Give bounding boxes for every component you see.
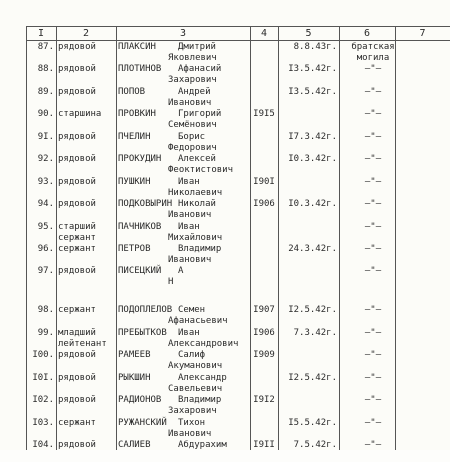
table-row <box>0 328 450 350</box>
burial-place-text: –"– <box>364 154 382 164</box>
given-name-text: Александр <box>178 373 227 383</box>
rank-text-line-2: лейтенант <box>58 339 107 349</box>
rank-text: рядовой <box>58 87 96 97</box>
death-date-text: I3.5.42г. <box>288 87 337 97</box>
burial-place-text: –"– <box>364 222 382 232</box>
given-name-text: Григорий <box>178 109 222 119</box>
surname-text: ПРОКУДИН <box>118 154 162 164</box>
patronymic-text: Иванович <box>168 98 212 108</box>
record-number: 88. <box>37 64 54 74</box>
table-row <box>0 132 450 154</box>
death-date-text: 8.8.43г. <box>293 42 337 52</box>
surname-text: САЛИЕВ <box>118 440 151 450</box>
patronymic-text: Феоктистович <box>168 165 234 175</box>
surname-text: РАМЕЕВ <box>118 350 151 360</box>
surname-text: ПОПОВ <box>118 87 146 97</box>
burial-place-text: –"– <box>364 109 382 119</box>
death-date-text: I5.5.42г. <box>288 418 337 428</box>
patronymic-text: Захарович <box>168 75 217 85</box>
given-name-text: Семен <box>178 305 206 315</box>
burial-place-text: –"– <box>364 199 382 209</box>
table-row <box>0 222 450 244</box>
rank-text: сержант <box>58 305 96 315</box>
rank-text: рядовой <box>58 42 96 52</box>
column-header: 5 <box>305 28 312 39</box>
patronymic-text: Иванович <box>168 429 212 439</box>
column-header: 6 <box>363 28 371 39</box>
header-bottom-border <box>26 40 450 41</box>
surname-text: ПЛОТИНОВ <box>118 64 162 74</box>
surname-text: ПЛАКСИН <box>118 42 156 52</box>
table-row <box>0 42 450 64</box>
patronymic-text: Афанасьевич <box>168 316 228 326</box>
record-number: 92. <box>37 154 54 164</box>
table-row <box>0 440 450 462</box>
rank-text: рядовой <box>58 395 96 405</box>
burial-place-text: –"– <box>364 64 382 74</box>
death-date-text: I2.5.42г. <box>288 373 337 383</box>
record-number: I00. <box>32 350 54 360</box>
given-name-text: Алексей <box>178 154 216 164</box>
surname-text: ПУШКИН <box>118 177 151 187</box>
rank-text: старший <box>58 222 96 232</box>
given-name-text: Салиф <box>178 350 206 360</box>
birth-year-text: I9II <box>253 440 275 450</box>
surname-text: ПРЕБЫТКОВ <box>118 328 167 338</box>
surname-text: ПИСЕЦКИЙ <box>118 266 162 276</box>
rank-text-line-2: сержант <box>58 233 96 243</box>
table-row <box>0 266 450 288</box>
record-number: 99. <box>37 328 54 338</box>
surname-text: ПРОВКИН <box>118 109 156 119</box>
rank-text: рядовой <box>58 266 96 276</box>
table-row <box>0 109 450 131</box>
patronymic-text: Акуманович <box>168 361 223 371</box>
given-name-text: Иван <box>178 328 200 338</box>
column-header: 4 <box>260 28 268 39</box>
record-number: 93. <box>37 177 54 187</box>
rank-text: рядовой <box>58 177 96 187</box>
patronymic-text: Иванович <box>168 255 212 265</box>
surname-text: РУЖАНСКИЙ <box>118 418 167 428</box>
table-row <box>0 305 450 327</box>
record-number: 87. <box>37 42 54 52</box>
given-name-text: Дмитрий <box>178 42 216 52</box>
given-name-text: Андрей <box>178 87 211 97</box>
birth-year-text: I90I <box>253 177 275 187</box>
table-row <box>0 244 450 266</box>
given-name-text: Борис <box>178 132 206 142</box>
record-number: I03. <box>32 418 54 428</box>
burial-place-text: –"– <box>364 266 382 276</box>
patronymic-text: Савельевич <box>168 384 223 394</box>
death-date-text: I0.3.42г. <box>288 154 337 164</box>
rank-text: рядовой <box>58 64 96 74</box>
surname-text: ПОДКОВЫРИН <box>118 199 173 209</box>
rank-text: старшина <box>58 109 102 119</box>
record-number: 97. <box>37 266 54 276</box>
burial-place-text: –"– <box>364 440 382 450</box>
given-name-text: Владимир <box>178 395 222 405</box>
burial-place-text: –"– <box>364 305 382 315</box>
patronymic-text: Яковлевич <box>168 53 217 63</box>
given-name-text: Владимир <box>178 244 222 254</box>
record-number: 95. <box>37 222 54 232</box>
burial-place-text: –"– <box>364 418 382 428</box>
table-row <box>0 177 450 199</box>
record-number: 98. <box>37 305 54 315</box>
patronymic-text: Александрович <box>168 339 239 349</box>
death-date-text: 24.3.42г. <box>288 244 337 254</box>
burial-place-text: –"– <box>364 328 382 338</box>
given-name-text: Николай <box>178 199 216 209</box>
record-number: I02. <box>32 395 54 405</box>
rank-text: младший <box>58 328 96 338</box>
patronymic-text: Иванович <box>168 210 212 220</box>
burial-place-text: –"– <box>364 132 382 142</box>
record-number: 9I. <box>37 132 54 142</box>
record-number: 90. <box>37 109 54 119</box>
burial-place-text: –"– <box>364 350 382 360</box>
given-name-text: А <box>178 266 184 276</box>
rank-text: сержант <box>58 244 96 254</box>
rank-text: рядовой <box>58 199 96 209</box>
burial-place-text-line-2: могила <box>356 53 390 63</box>
patronymic-text: Николаевич <box>168 188 223 198</box>
table-row <box>0 395 450 417</box>
rank-text: сержант <box>58 418 96 428</box>
column-header: 2 <box>82 28 90 39</box>
surname-text: ПЧЕЛИН <box>118 132 151 142</box>
burial-place-text: –"– <box>364 87 382 97</box>
surname-text: ПОДОПЛЕЛОВ <box>118 305 173 315</box>
given-name-text: Тихон <box>178 418 206 428</box>
column-header: I <box>37 28 45 39</box>
burial-place-text: –"– <box>364 373 382 383</box>
record-number: 96. <box>37 244 54 254</box>
death-date-text: I0.3.42г. <box>288 199 337 209</box>
burial-place-text: братская <box>351 42 395 52</box>
birth-year-text: I9I2 <box>253 395 275 405</box>
rank-text: рядовой <box>58 154 96 164</box>
column-header: 7 <box>419 28 426 39</box>
table-top-border <box>26 26 450 27</box>
patronymic-text: Семёнович <box>168 120 217 130</box>
patronymic-text: Михайлович <box>168 233 223 243</box>
surname-text: РЫКШИН <box>118 373 151 383</box>
burial-place-text: –"– <box>364 244 382 254</box>
birth-year-text: I9I5 <box>253 109 275 119</box>
death-date-text: I3.5.42г. <box>288 64 337 74</box>
table-row <box>0 418 450 440</box>
patronymic-text: Захарович <box>168 406 217 416</box>
column-header: 3 <box>179 28 187 39</box>
birth-year-text: I909 <box>253 350 275 360</box>
birth-year-text: I906 <box>253 199 275 209</box>
record-number: 89. <box>37 87 54 97</box>
rank-text: рядовой <box>58 373 96 383</box>
death-date-text: I2.5.42г. <box>288 305 337 315</box>
death-date-text: 7.3.42г. <box>293 328 337 338</box>
patronymic-text: Федорович <box>168 143 217 153</box>
rank-text: рядовой <box>58 440 96 450</box>
record-number: I0I. <box>32 373 54 383</box>
death-date-text: I7.3.42г. <box>288 132 337 142</box>
table-row <box>0 350 450 372</box>
birth-year-text: I907 <box>253 305 275 315</box>
patronymic-text: Н <box>168 277 174 287</box>
table-row <box>0 87 450 109</box>
record-number: I04. <box>32 440 54 450</box>
table-row <box>0 373 450 395</box>
table-row <box>0 64 450 86</box>
record-number: 94. <box>37 199 54 209</box>
surname-text: ПЕТРОВ <box>118 244 151 254</box>
burial-place-text: –"– <box>364 395 382 405</box>
given-name-text: Абдурахим <box>178 440 227 450</box>
burial-place-text: –"– <box>364 177 382 187</box>
death-date-text: 7.5.42г. <box>293 440 337 450</box>
given-name-text: Иван <box>178 177 200 187</box>
surname-text: ПАЧНИКОВ <box>118 222 162 232</box>
given-name-text: Иван <box>178 222 200 232</box>
rank-text: рядовой <box>58 350 96 360</box>
given-name-text: Афанасий <box>178 64 222 74</box>
table-row <box>0 154 450 176</box>
surname-text: РАДИОНОВ <box>118 395 162 405</box>
rank-text: рядовой <box>58 132 96 142</box>
birth-year-text: I906 <box>253 328 275 338</box>
table-row <box>0 199 450 221</box>
